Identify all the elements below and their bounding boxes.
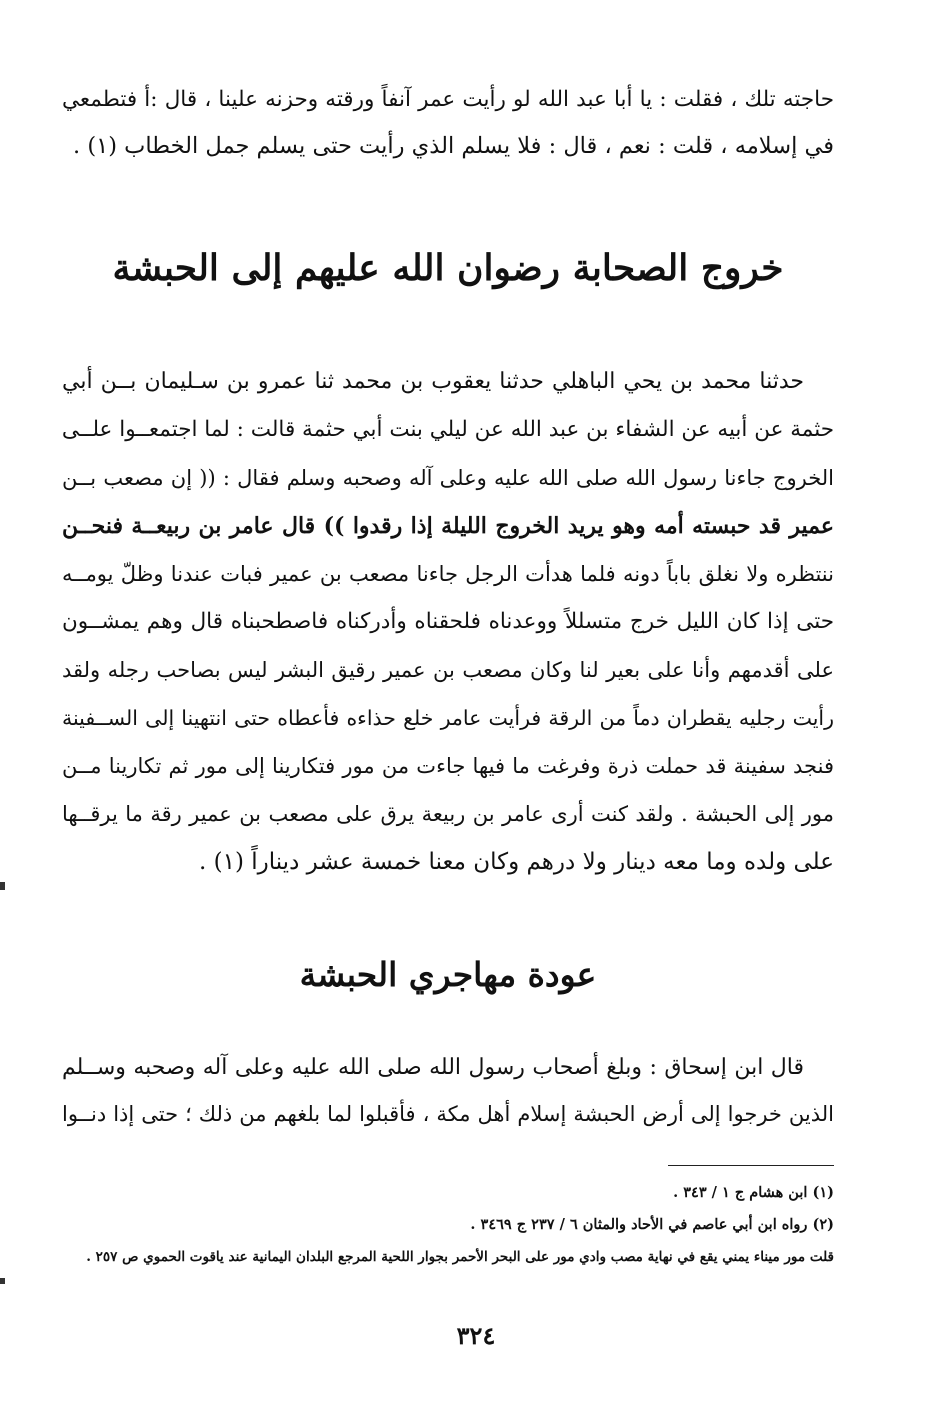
footnote-separator	[668, 1165, 834, 1166]
page-number: ٣٢٤	[456, 1321, 496, 1350]
section-heading: خروج الصحابة رضوان الله عليهم إلى الحبشة	[112, 247, 784, 289]
paragraph-line: في إسلامه ، قلت : نعم ، قال : فلا يسلم الذي رأيت حتى يسلم جمل الخطاب (١) .	[73, 133, 834, 159]
paragraph-line: رأيت رجليه يقطران دماً من الرقة فرأيت عامر خلع حذاءه فأعطاه حتى انتهينا إلى الســفينة	[62, 706, 834, 730]
scan-edge-mark	[0, 882, 5, 890]
scan-edge-mark	[0, 1278, 5, 1284]
paragraph-line: على أقدمهم وأنا على بعير لنا وكان مصعب بن عمير رقيق البشر ليس بصاحب رجله ولقد	[62, 658, 834, 682]
paragraph-line: ننتظره ولا نغلق باباً دونه فلما هدأت الرجل جاءنا مصعب بن عمير فبات عندنا وظلّ يومــه	[62, 562, 834, 586]
paragraph-line: الخروج جاءنا رسول الله صلى الله عليه وعلى آله وصحبه وسلم فقال : (( إن مصعب بــن	[62, 466, 834, 490]
section-2-paragraph	[62, 1046, 834, 1142]
footnote-note: قلت مور ميناء يمني يقع في نهاية مصب وادي مور على البحر الأحمر بجوار اللحية المرجع البلدان اليمانية عند ياقوت الحموي ص ٢٥٧ .	[86, 1249, 834, 1265]
paragraph-line: فنجد سفينة قد حملت ذرة وفرغت ما فيها جاءت من مور فتكارينا إلى مور ثم تكارينا مــن	[62, 754, 834, 778]
paragraph-line: حاجته تلك ، فقلت : يا أبا عبد الله لو رأيت عمر آنفاً ورقته وحزنه علينا ، قال :أ فتطمعي	[62, 87, 834, 112]
paragraph-line: عمير قد حبسته أمه وهو يريد الخروج الليلة إذا رقدوا )) قال عامر بن ربيعــة فنحــن	[62, 513, 834, 539]
paragraph-line: الذين خرجوا إلى أرض الحبشة إسلام أهل مكة ، فأقبلوا لما بلغهم من ذلك ؛ حتى إذا دنــوا	[62, 1102, 834, 1126]
paragraph-line: حتى إذا كان الليل خرج متسللاً ووعدناه فلحقناه وأدركناه فاصطحبناه قال وهم يمشــون	[62, 609, 834, 634]
paragraph-line: حثمة عن أبيه عن الشفاء بن عبد الله عن ليلي بنت أبي حثمة قالت : لما اجتمعــوا علــى	[62, 417, 834, 442]
paragraph-line: على ولده وما معه دينار ولا درهم وكان معنا خمسة عشر ديناراً (١) .	[198, 849, 834, 875]
section-1-paragraph	[62, 360, 834, 900]
paragraph-line: حدثنا محمد بن يحي الباهلي حدثنا يعقوب بن محمد ثنا عمرو بن سـليمان بــن أبي	[62, 369, 804, 394]
section-heading: عودة مهاجري الحبشة	[299, 955, 597, 994]
footnote: (٢) رواه ابن أبي عاصم في الأحاد والمثان ٦ / ٢٣٧ ج ٣٤٦٩ .	[470, 1216, 834, 1233]
top-paragraph	[62, 78, 834, 178]
paragraph-line: قال ابن إسحاق : وبلغ أصحاب رسول الله صلى الله عليه وعلى آله وصحبه وســلم	[62, 1055, 804, 1080]
paragraph-line: مور إلى الحبشة . ولقد كنت أرى عامر بن ربيعة يرق على مصعب بن عمير رقة ما يرقــها	[62, 802, 834, 826]
footnote: (١) ابن هشام ج ١ / ٣٤٣ .	[673, 1184, 834, 1201]
